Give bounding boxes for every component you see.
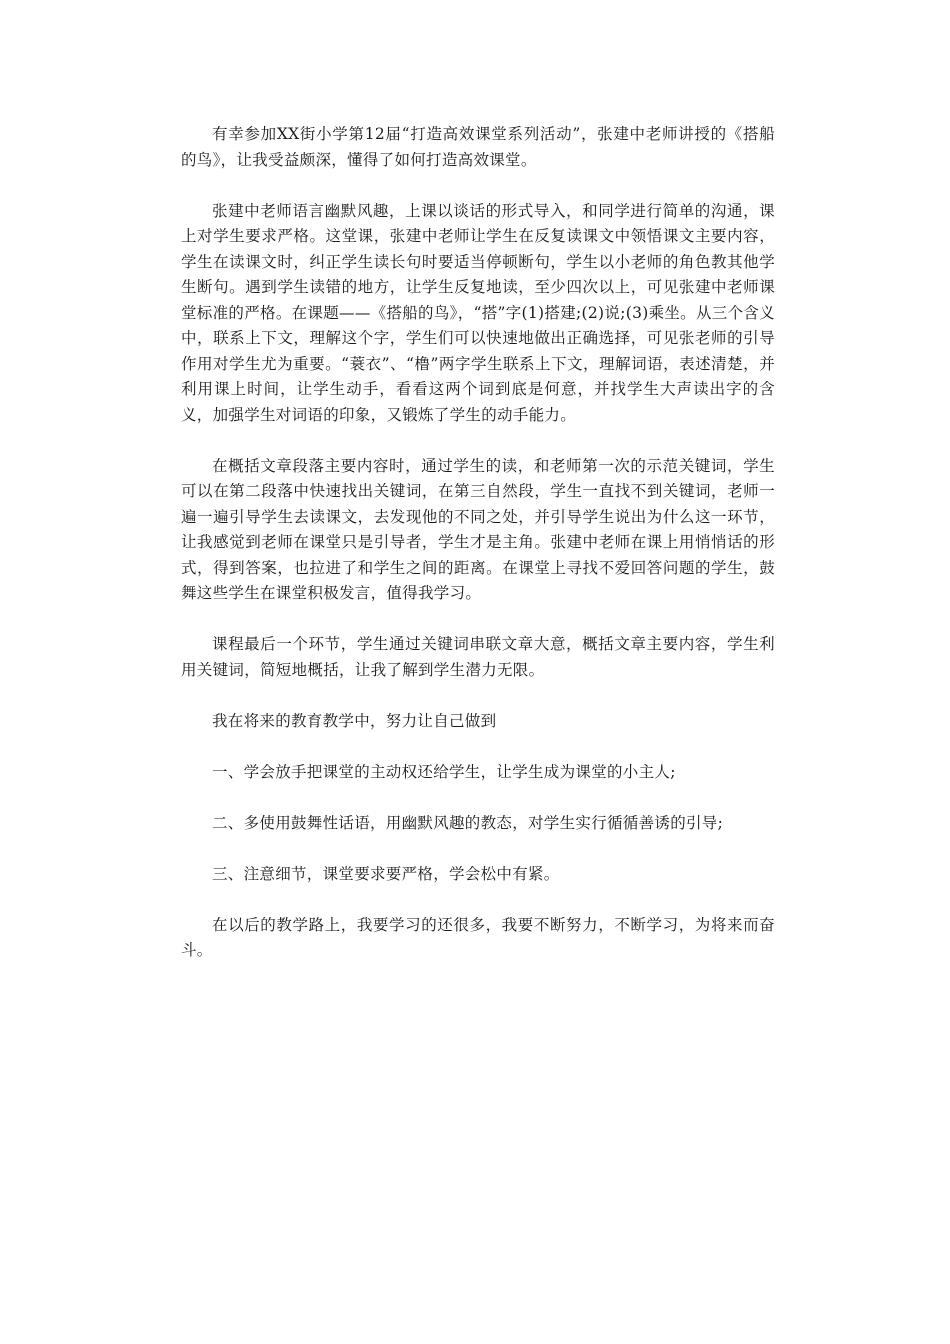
paragraph-goals-intro: 我在将来的教育教学中，努力让自己做到 [212,711,497,730]
paragraph-intro: 有幸参加XX街小学第12届“打造高效课堂系列活动”，张建中老师讲授的《搭船的鸟》，让我受益颇深，懂得了如何打造高效课堂。 [181,125,775,169]
paragraph-goal-2: 二、多使用鼓舞性话语，用幽默风趣的教态，对学生实行循循善诱的引导; [212,813,724,832]
paragraph-final-segment: 课程最后一个环节，学生通过关键词串联文章大意，概括文章主要内容，学生利用关键词，简短地概括，让我了解到学生潜力无限。 [181,635,775,679]
paragraph-conclusion: 在以后的教学路上，我要学习的还很多，我要不断努力，不断学习，为将来而奋斗。 [181,915,775,959]
document-body [181,122,775,964]
paragraph-goal-1: 一、学会放手把课堂的主动权还给学生，让学生成为课堂的小主人; [212,762,676,781]
paragraph-goal-3: 三、注意细节，课堂要求要严格，学会松中有紧。 [212,864,560,883]
paragraph-teacher-style: 张建中老师语言幽默风趣，上课以谈话的形式导入，和同学进行简单的沟通，课上对学生要求严格。这堂课，张建中老师让学生在反复读课文中领悟课文主要内容，学生在读课文时，纠正学生读长句时要适当停顿断句，学生以小老师的角色教其他学生断句。遇到学生读错的地方，让学生反复地读，至少四次以上，可见张建中老师课堂标准的严格。在课题——《搭船的鸟》，“搭”字(1)搭建;(2)说;(3)乘坐。从三个含义中，联系上下文，理解这个字，学生们可以快速地做出正确选择，可见张老师的引导作用对学生尤为重要。“蓑衣”、“橹”两字学生联系上下文，理解词语，表述清楚，并利用课上时间，让学生动手，看看这两个词到底是何意，并找学生大声读出字的含义，加强学生对词语的印象，又锻炼了学生的动手能力。 [181,201,775,424]
paragraph-keywords: 在概括文章段落主要内容时，通过学生的读，和老师第一次的示范关键词，学生可以在第二段落中快速找出关键词，在第三自然段，学生一直找不到关键词，老师一遍一遍引导学生去读课文，去发现他的不同之处，并引导学生说出为什么这一环节，让我感觉到老师在课堂只是引导者，学生才是主角。张建中老师在课上用悄悄话的形式，得到答案，也拉进了和学生之间的距离。在课堂上寻找不爱回答问题的学生，鼓舞这些学生在课堂积极发言，值得我学习。 [181,456,775,602]
